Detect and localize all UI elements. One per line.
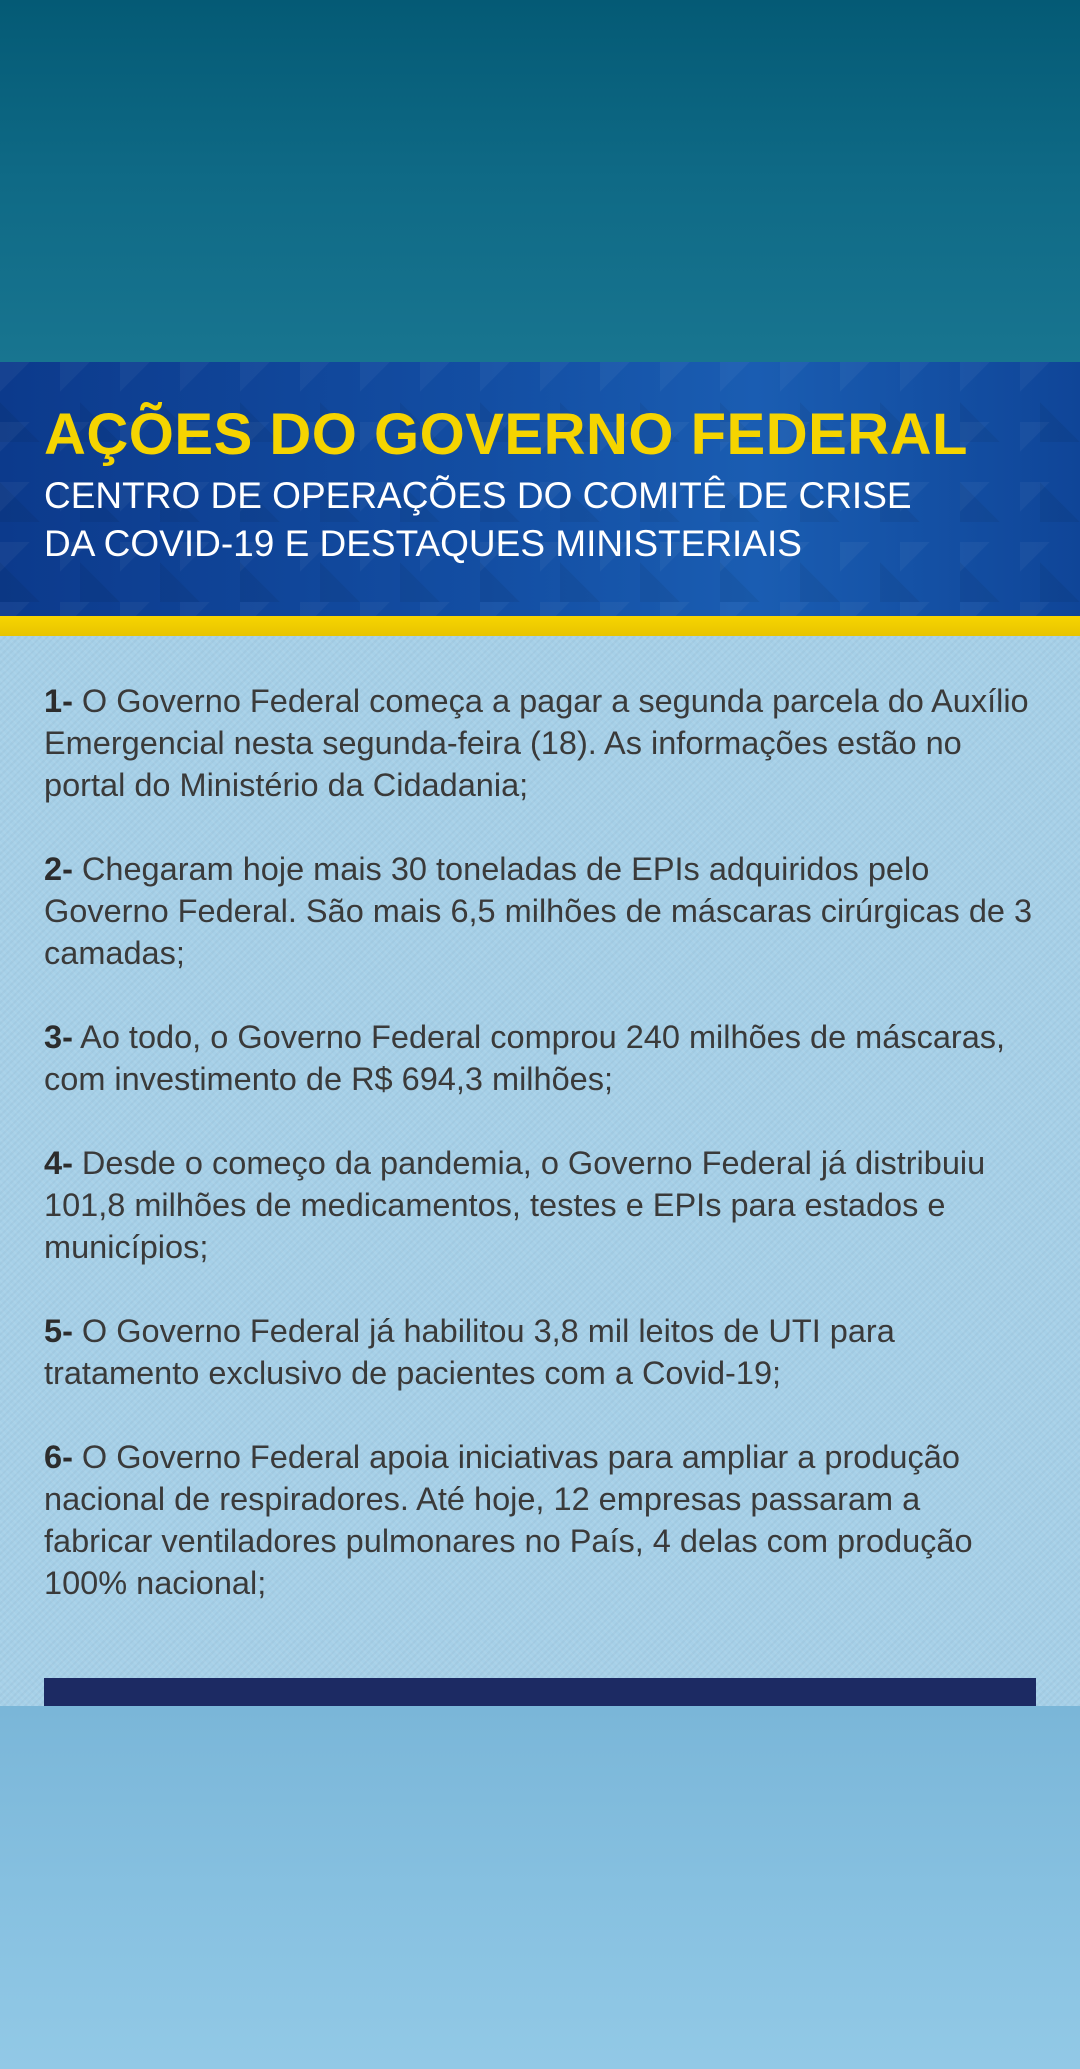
item-number: 3- [44, 1019, 73, 1055]
list-item [44, 1310, 1036, 1394]
header-banner [0, 362, 1080, 616]
item-text: Ao todo, o Governo Federal comprou 240 milhões de máscaras, com investimento de R$ 694,3 milhões; [44, 1019, 1006, 1097]
list-item [44, 1436, 1036, 1604]
yellow-divider [0, 616, 1080, 636]
actions-list [0, 636, 1080, 1706]
item-text: Desde o começo da pandemia, o Governo Federal já distribuiu 101,8 milhões de medicamentos, testes e EPIs para estados e municípios; [44, 1145, 986, 1265]
item-number: 4- [44, 1145, 73, 1181]
item-number: 5- [44, 1313, 73, 1349]
item-number: 2- [44, 851, 73, 887]
navy-footer-bar [44, 1678, 1036, 1706]
list-item [44, 848, 1036, 974]
item-text: O Governo Federal apoia iniciativas para ampliar a produção nacional de respiradores. Até hoje, 12 empresas passaram a fabricar ventiladores pulmonares no País, 4 delas com produção 100% nacional; [44, 1439, 973, 1601]
bottom-background [0, 1706, 1080, 2069]
top-background [0, 0, 1080, 362]
subtitle-line-1: CENTRO DE OPERAÇÕES DO COMITÊ DE CRISE [44, 475, 912, 516]
list-item [44, 1016, 1036, 1100]
subtitle [44, 472, 1036, 568]
page-title: AÇÕES DO GOVERNO FEDERAL [44, 402, 968, 467]
item-text: O Governo Federal começa a pagar a segunda parcela do Auxílio Emergencial nesta segunda-feira (18). As informações estão no portal do Ministério da Cidadania; [44, 683, 1029, 803]
list-item [44, 680, 1036, 806]
item-text: O Governo Federal já habilitou 3,8 mil leitos de UTI para tratamento exclusivo de pacientes com a Covid-19; [44, 1313, 895, 1391]
item-number: 6- [44, 1439, 73, 1475]
list-item [44, 1142, 1036, 1268]
subtitle-line-2: DA COVID-19 E DESTAQUES MINISTERIAIS [44, 523, 802, 564]
item-text: Chegaram hoje mais 30 toneladas de EPIs adquiridos pelo Governo Federal. São mais 6,5 milhões de máscaras cirúrgicas de 3 camadas; [44, 851, 1033, 971]
item-number: 1- [44, 683, 73, 719]
